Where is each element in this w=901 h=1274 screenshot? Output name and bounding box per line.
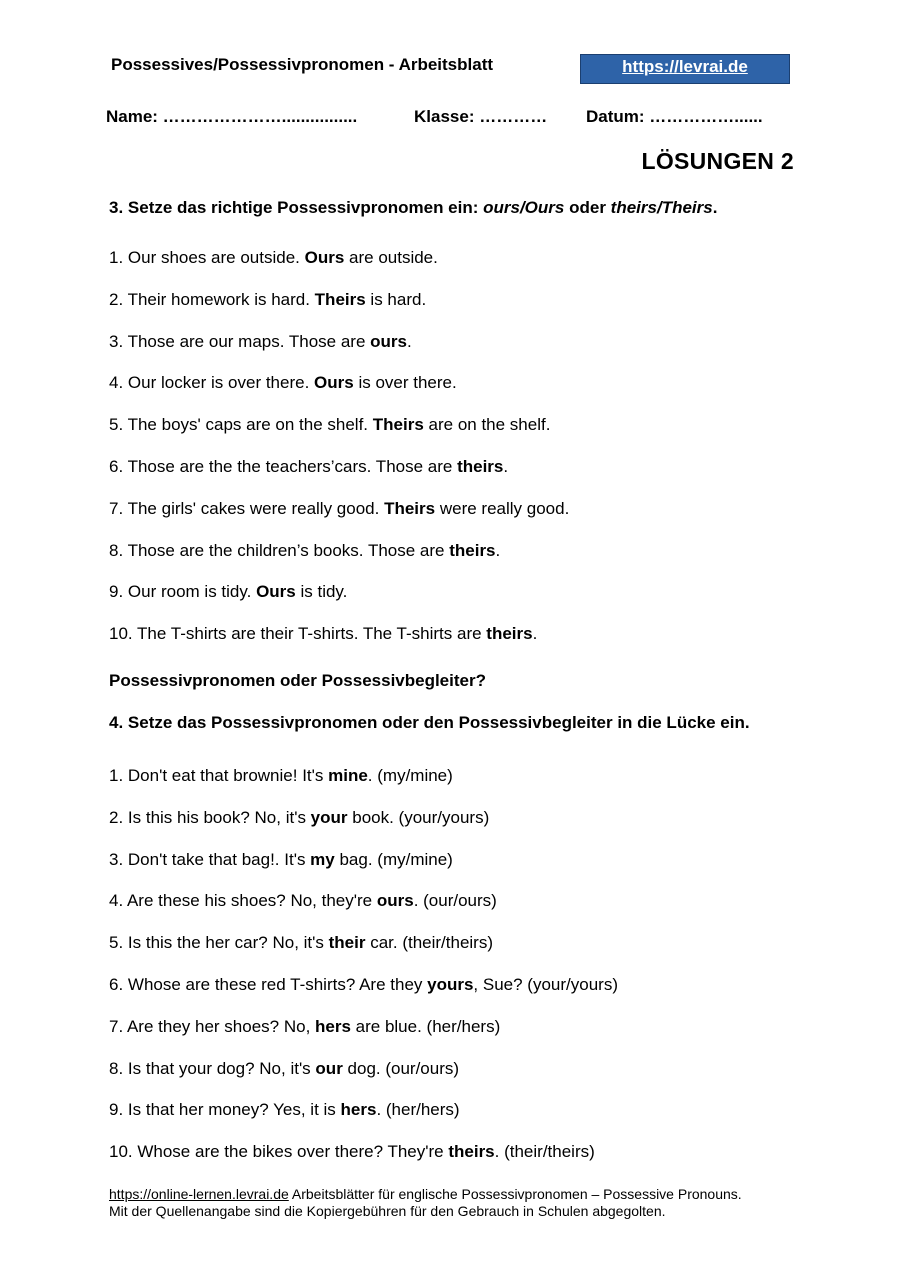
answer-word: hers: [315, 1016, 351, 1036]
sentence-text: are on the shelf.: [423, 415, 551, 435]
section-heading: Possessivpronomen oder Possessivbegleiter?: [109, 671, 486, 690]
footer-link[interactable]: https://online-lernen.levrai.de: [109, 1186, 289, 1202]
answer-word: Ours: [314, 373, 354, 393]
sentence-text: 4. Our locker is over there.: [109, 373, 315, 393]
answer-word: mine: [328, 766, 368, 785]
sentence-text: 1. Don't eat that brownie! It's: [109, 766, 329, 785]
sentence-text: .: [495, 540, 501, 560]
task-4-sentence: [109, 933, 493, 953]
task-4-instruction: 4. Setze das Possessivpronomen oder den Possessivbegleiter in die Lücke ein.: [109, 713, 750, 732]
answer-word: Ours: [256, 582, 296, 602]
sentence-text: 9. Our room is tidy.: [109, 582, 257, 602]
sentence-text: 10. The T-shirts are their T-shirts. The T-shirts are: [109, 624, 487, 644]
sentence-text: is tidy.: [295, 582, 348, 602]
sentence-text: 5. Is this the her car? No, it's: [109, 933, 329, 953]
task-4-sentence: [109, 850, 453, 870]
answer-word: theirs: [448, 1142, 495, 1162]
sentence-text: dog. (our/ours): [342, 1058, 460, 1078]
sentence-text: car. (their/theirs): [365, 933, 494, 953]
task-3-mid: oder: [564, 198, 611, 217]
answer-word: Theirs: [384, 498, 436, 518]
worksheet-title: Possessives/Possessivpronomen - Arbeitsblatt: [111, 55, 494, 74]
answer-word: Ours: [304, 248, 345, 267]
task-3-sentence: [109, 457, 508, 477]
answer-word: our: [315, 1058, 343, 1078]
answer-word: Theirs: [314, 289, 366, 309]
answer-word: their: [328, 933, 366, 953]
task-3-sentence: [109, 582, 347, 602]
task-3-instruction: [109, 198, 717, 218]
task-3-option-1: ours/Ours: [483, 198, 565, 217]
task-4-sentence: [109, 891, 497, 911]
sentence-text: bag. (my/mine): [334, 849, 453, 869]
sentence-text: 2. Their homework is hard.: [109, 289, 315, 309]
website-link[interactable]: https://levrai.de: [622, 57, 748, 76]
answer-word: theirs: [457, 457, 504, 476]
class-field-label: Klasse: …………: [414, 107, 548, 126]
footer-line-2: Mit der Quellenangabe sind die Kopiergebühren für den Gebrauch in Schulen abgegolten.: [109, 1203, 666, 1219]
answer-word: your: [310, 807, 348, 827]
sentence-text: is over there.: [353, 373, 457, 393]
task-3-sentence: [109, 332, 412, 352]
sentence-text: is hard.: [365, 289, 427, 309]
sentence-text: 5. The boys' caps are on the shelf.: [109, 415, 373, 435]
task-3-sentence: [109, 248, 438, 268]
sentence-text: are blue. (her/hers): [350, 1016, 501, 1036]
answer-word: theirs: [486, 624, 533, 644]
sentence-text: 2. Is this his book? No, it's: [109, 807, 311, 827]
sentence-text: , Sue? (your/yours): [473, 975, 618, 994]
sentence-text: . (our/ours): [413, 891, 497, 911]
sentence-text: 10. Whose are the bikes over there? They're: [109, 1142, 449, 1162]
solutions-heading: LÖSUNGEN 2: [641, 148, 794, 174]
task-3-sentence: [109, 499, 569, 519]
answer-word: Theirs: [372, 415, 424, 435]
name-field-label: Name: …………………................: [106, 107, 358, 126]
task-4-sentence: [109, 975, 618, 995]
sentence-text: .: [406, 331, 412, 351]
answer-word: ours: [370, 331, 407, 351]
answer-word: ours: [376, 891, 414, 911]
task-4-sentence: [109, 808, 489, 828]
sentence-text: 6. Whose are these red T-shirts? Are they: [109, 975, 428, 994]
website-link-box[interactable]: [580, 54, 790, 84]
sentence-text: .: [503, 457, 509, 476]
sentence-text: 8. Those are the children’s books. Those are: [109, 540, 450, 560]
footer: [109, 1186, 809, 1220]
task-3-prefix: 3. Setze das richtige Possessivpronomen ein:: [109, 198, 484, 217]
task-3-sentence: [109, 290, 426, 310]
task-3-option-2: theirs/Theirs: [610, 198, 713, 217]
sentence-text: 4. Are these his shoes? No, they're: [109, 891, 377, 911]
sentence-text: were really good.: [435, 498, 570, 518]
task-3-sentence: [109, 624, 537, 644]
answer-word: theirs: [449, 540, 496, 560]
sentence-text: 9. Is that her money? Yes, it is: [109, 1100, 341, 1120]
task-4-sentence: [109, 1059, 459, 1079]
sentence-text: are outside.: [344, 248, 438, 267]
answer-word: yours: [427, 975, 474, 994]
sentence-text: 7. Are they her shoes? No,: [109, 1016, 316, 1036]
sentence-text: 7. The girls' cakes were really good.: [109, 498, 385, 518]
sentence-text: 8. Is that your dog? No, it's: [109, 1058, 316, 1078]
sentence-text: book. (your/yours): [347, 807, 490, 827]
task-4-sentence: [109, 1142, 595, 1162]
task-3-sentence: [109, 373, 457, 393]
sentence-text: 3. Those are our maps. Those are: [109, 331, 371, 351]
task-3-suffix: .: [712, 198, 718, 217]
task-3-sentence: [109, 541, 500, 561]
task-4-sentence: [109, 1100, 460, 1120]
task-3-sentence: [109, 415, 550, 435]
task-4-sentence: [109, 766, 453, 786]
sentence-text: . (her/hers): [376, 1100, 460, 1120]
answer-word: my: [310, 849, 335, 869]
sentence-text: . (my/mine): [367, 766, 453, 785]
footer-line-1-text: Arbeitsblätter für englische Possessivpronomen – Possessive Pronouns.: [288, 1186, 742, 1202]
task-4-sentence: [109, 1017, 500, 1037]
sentence-text: .: [532, 624, 538, 644]
sentence-text: 6. Those are the the teachers’cars. Those are: [109, 457, 458, 476]
sentence-text: 3. Don't take that bag!. It's: [109, 849, 311, 869]
sentence-text: . (their/theirs): [494, 1142, 595, 1162]
answer-word: hers: [340, 1100, 377, 1120]
date-field-label: Datum: ……………......: [586, 107, 763, 126]
sentence-text: 1. Our shoes are outside.: [109, 248, 305, 267]
